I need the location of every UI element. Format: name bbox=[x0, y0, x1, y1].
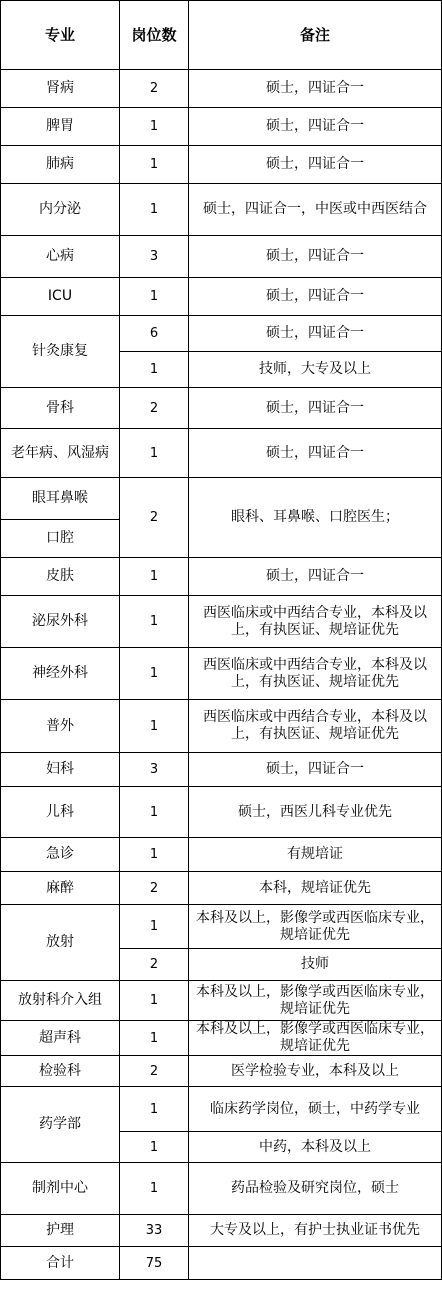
table-row bbox=[1, 146, 442, 184]
remarks-cell: 硕士，西医儿科专业优先 bbox=[189, 787, 442, 838]
major-cell: 皮肤 bbox=[1, 558, 120, 596]
remarks-cell: 西医临床或中西结合专业，本科及以上，有执医证、规培证优先 bbox=[189, 700, 442, 753]
remarks-cell: 硕士，四证合一，中医或中西医结合 bbox=[189, 184, 442, 236]
remarks-cell: 硕士，四证合一 bbox=[189, 558, 442, 596]
table-row bbox=[1, 70, 442, 108]
remarks-cell: 临床药学岗位，硕士，中药学专业 bbox=[189, 1087, 442, 1132]
remarks-cell: 硕士，四证合一 bbox=[189, 70, 442, 108]
major-cell: 肾病 bbox=[1, 70, 120, 108]
major-cell: 检验科 bbox=[1, 1056, 120, 1087]
positions-cell: 1 bbox=[120, 981, 189, 1021]
remarks-cell: 技师 bbox=[189, 949, 442, 981]
remarks-cell: 硕士，四证合一 bbox=[189, 108, 442, 146]
major-cell: 眼耳鼻喉 bbox=[1, 478, 120, 520]
positions-cell: 1 bbox=[120, 278, 189, 316]
remarks-cell: 硕士，四证合一 bbox=[189, 278, 442, 316]
major-cell: 针灸康复 bbox=[1, 316, 120, 388]
positions-cell: 3 bbox=[120, 753, 189, 787]
positions-cell: 2 bbox=[120, 949, 189, 981]
remarks-cell: 药品检验及研究岗位，硕士 bbox=[189, 1163, 442, 1215]
major-cell: ICU bbox=[1, 278, 120, 316]
major-cell: 心病 bbox=[1, 236, 120, 278]
positions-cell: 1 bbox=[120, 108, 189, 146]
major-cell: 泌尿外科 bbox=[1, 596, 120, 648]
remarks-cell: 硕士，四证合一 bbox=[189, 388, 442, 429]
remarks-cell: 技师，大专及以上 bbox=[189, 352, 442, 388]
major-cell: 药学部 bbox=[1, 1087, 120, 1163]
table-row bbox=[1, 278, 442, 316]
positions-cell: 1 bbox=[120, 905, 189, 949]
remarks-cell: 大专及以上，有护士执业证书优先 bbox=[189, 1215, 442, 1247]
table-row bbox=[1, 478, 442, 520]
table-row bbox=[1, 596, 442, 648]
table-row bbox=[1, 905, 442, 949]
positions-cell: 6 bbox=[120, 316, 189, 352]
table-row bbox=[1, 184, 442, 236]
positions-cell: 1 bbox=[120, 558, 189, 596]
remarks-cell: 本科及以上，影像学或西医临床专业，规培证优先 bbox=[189, 905, 442, 949]
positions-cell: 1 bbox=[120, 648, 189, 700]
major-cell: 护理 bbox=[1, 1215, 120, 1247]
table-row bbox=[1, 838, 442, 872]
major-cell: 超声科 bbox=[1, 1021, 120, 1056]
positions-cell: 1 bbox=[120, 184, 189, 236]
table-row bbox=[1, 981, 442, 1021]
total-row bbox=[1, 1247, 442, 1280]
table-row bbox=[1, 787, 442, 838]
major-cell: 制剂中心 bbox=[1, 1163, 120, 1215]
positions-cell: 1 bbox=[120, 146, 189, 184]
header-major: 专业 bbox=[1, 1, 120, 70]
positions-cell: 1 bbox=[120, 1163, 189, 1215]
major-cell: 放射科介入组 bbox=[1, 981, 120, 1021]
remarks-cell: 本科及以上，影像学或西医临床专业，规培证优先 bbox=[189, 981, 442, 1021]
major-cell: 肺病 bbox=[1, 146, 120, 184]
remarks-cell: 硕士，四证合一 bbox=[189, 316, 442, 352]
remarks-cell: 本科，规培证优先 bbox=[189, 872, 442, 905]
remarks-cell: 医学检验专业，本科及以上 bbox=[189, 1056, 442, 1087]
positions-cell: 1 bbox=[120, 352, 189, 388]
remarks-cell: 硕士，四证合一 bbox=[189, 753, 442, 787]
positions-cell: 1 bbox=[120, 429, 189, 478]
major-cell: 神经外科 bbox=[1, 648, 120, 700]
table-row bbox=[1, 316, 442, 352]
remarks-cell: 本科及以上，影像学或西医临床专业，规培证优先 bbox=[189, 1021, 442, 1056]
table-row bbox=[1, 388, 442, 429]
table-row bbox=[1, 753, 442, 787]
table-row bbox=[1, 1215, 442, 1247]
table-row bbox=[1, 1056, 442, 1087]
major-cell: 普外 bbox=[1, 700, 120, 753]
positions-cell: 1 bbox=[120, 1021, 189, 1056]
table-row bbox=[1, 1021, 442, 1056]
positions-cell: 1 bbox=[120, 787, 189, 838]
major-cell: 麻醉 bbox=[1, 872, 120, 905]
remarks-cell: 西医临床或中西结合专业，本科及以上，有执医证、规培证优先 bbox=[189, 596, 442, 648]
table-row bbox=[1, 872, 442, 905]
major-cell: 骨科 bbox=[1, 388, 120, 429]
positions-cell: 1 bbox=[120, 1087, 189, 1132]
positions-cell: 2 bbox=[120, 388, 189, 429]
major-cell: 口腔 bbox=[1, 520, 120, 558]
table-row bbox=[1, 108, 442, 146]
remarks-cell: 硕士，四证合一 bbox=[189, 236, 442, 278]
table-row bbox=[1, 1087, 442, 1132]
major-cell: 内分泌 bbox=[1, 184, 120, 236]
table-row bbox=[1, 236, 442, 278]
remarks-cell: 西医临床或中西结合专业，本科及以上，有执医证、规培证优先 bbox=[189, 648, 442, 700]
positions-cell: 2 bbox=[120, 70, 189, 108]
positions-cell: 1 bbox=[120, 1132, 189, 1163]
positions-cell: 2 bbox=[120, 478, 189, 558]
major-cell: 脾胃 bbox=[1, 108, 120, 146]
major-cell: 儿科 bbox=[1, 787, 120, 838]
table-row bbox=[1, 700, 442, 753]
table-row bbox=[1, 1163, 442, 1215]
positions-cell: 2 bbox=[120, 1056, 189, 1087]
remarks-cell: 硕士，四证合一 bbox=[189, 146, 442, 184]
header-positions: 岗位数 bbox=[120, 1, 189, 70]
table-row bbox=[1, 558, 442, 596]
positions-cell: 33 bbox=[120, 1215, 189, 1247]
positions-cell: 1 bbox=[120, 596, 189, 648]
remarks-cell: 硕士，四证合一 bbox=[189, 429, 442, 478]
total-remarks bbox=[189, 1247, 442, 1280]
total-positions: 75 bbox=[120, 1247, 189, 1280]
positions-cell: 2 bbox=[120, 872, 189, 905]
major-cell: 放射 bbox=[1, 905, 120, 981]
major-cell: 老年病、风湿病 bbox=[1, 429, 120, 478]
table-row bbox=[1, 429, 442, 478]
remarks-cell: 眼科、耳鼻喉、口腔医生； bbox=[189, 478, 442, 558]
major-cell: 急诊 bbox=[1, 838, 120, 872]
remarks-cell: 中药，本科及以上 bbox=[189, 1132, 442, 1163]
table-header-row bbox=[1, 1, 442, 70]
total-label: 合计 bbox=[1, 1247, 120, 1280]
table-row bbox=[1, 648, 442, 700]
remarks-cell: 有规培证 bbox=[189, 838, 442, 872]
major-cell: 妇科 bbox=[1, 753, 120, 787]
positions-cell: 1 bbox=[120, 838, 189, 872]
positions-cell: 3 bbox=[120, 236, 189, 278]
positions-cell: 1 bbox=[120, 700, 189, 753]
header-remarks: 备注 bbox=[189, 1, 442, 70]
